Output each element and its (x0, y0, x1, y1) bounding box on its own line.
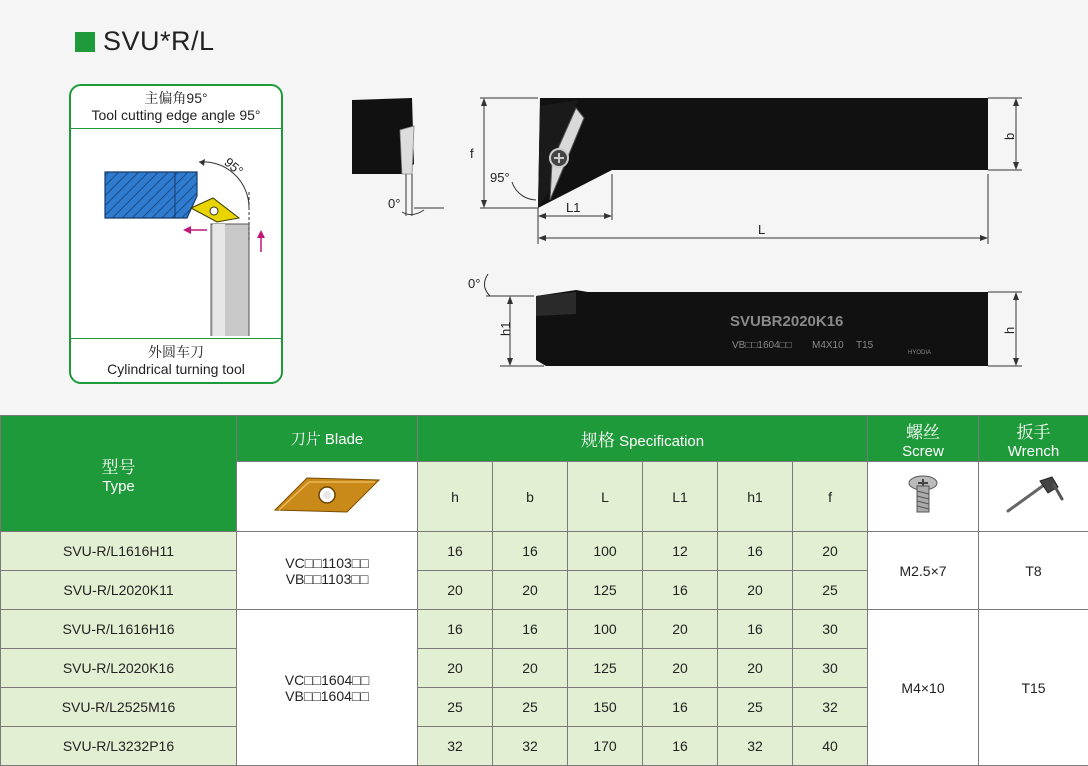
screw-header-cn: 螺丝 (906, 422, 941, 442)
title-square-icon (75, 32, 95, 52)
value-h: 20 (418, 649, 493, 688)
tool-drawing (340, 90, 1040, 390)
value-L1: 12 (643, 532, 718, 571)
screw-header-en: Screw (902, 442, 944, 460)
screw-cell: M4×10 (868, 610, 979, 766)
column-header-h: h (418, 462, 493, 532)
workpiece-icon (105, 172, 197, 218)
title-block (75, 26, 215, 57)
holder-marking-insert: VB□□1604□□ (732, 340, 792, 351)
cutting-angle-card (69, 84, 283, 384)
value-L: 150 (568, 688, 643, 727)
holder-marking-wrench: T15 (856, 340, 874, 351)
value-f: 30 (793, 649, 868, 688)
blade-code: VC□□1103□□ (285, 554, 369, 571)
side-view (468, 274, 1022, 366)
angle-card-footer (71, 344, 281, 378)
blade-code: VB□□1604□□ (285, 687, 369, 704)
table-row (1, 532, 1088, 571)
dim-L-label: L (758, 222, 766, 237)
blade-code: VB□□1103□□ (285, 570, 369, 587)
blade-cell (237, 532, 418, 610)
angle-card-header-cn: 主偏角95° (144, 90, 208, 106)
value-b: 32 (493, 727, 568, 766)
wrench-cell: T8 (979, 532, 1088, 610)
value-h: 16 (418, 532, 493, 571)
value-h: 32 (418, 727, 493, 766)
wrench-header-en: Wrench (1007, 442, 1060, 460)
value-f: 20 (793, 532, 868, 571)
angle-card-footer-en: Cylindrical turning tool (107, 361, 245, 377)
feed-arrow-left-icon (183, 226, 207, 234)
top-view (470, 98, 1022, 244)
blade-code: VC□□1604□□ (284, 671, 370, 688)
turning-diagram (71, 130, 281, 336)
column-header-h1: h1 (718, 462, 793, 532)
value-L: 100 (568, 532, 643, 571)
type-cell: SVU-R/L2020K16 (1, 649, 237, 688)
value-b: 25 (493, 688, 568, 727)
angle-value-label: 95° (221, 154, 247, 179)
wrench-icon (1002, 473, 1066, 517)
holder-marking: SVUBR2020K16 (730, 313, 844, 330)
holder-logo: HYODIA (908, 350, 932, 356)
end-view (352, 98, 444, 216)
value-L1: 16 (643, 688, 718, 727)
insert-icon (191, 198, 239, 222)
wrench-header-cn: 扳手 (1016, 422, 1051, 442)
dim-L1-label: L1 (566, 200, 581, 215)
value-b: 16 (493, 610, 568, 649)
insert-blade-icon (267, 470, 387, 520)
value-L1: 16 (643, 571, 718, 610)
divider (71, 338, 281, 339)
value-L1: 16 (643, 727, 718, 766)
dim-b-label: b (1002, 132, 1017, 140)
blade-image-cell (237, 462, 418, 532)
blade-cell (237, 610, 418, 766)
type-header-cn: 型号 (101, 457, 136, 477)
type-header (1, 416, 237, 532)
value-L: 170 (568, 727, 643, 766)
value-h: 25 (418, 688, 493, 727)
type-cell: SVU-R/L1616H11 (1, 532, 237, 571)
wrench-cell: T15 (979, 610, 1088, 766)
type-cell: SVU-R/L1616H16 (1, 610, 237, 649)
dim-h-label: h (1002, 326, 1017, 334)
value-h1: 20 (718, 649, 793, 688)
value-L1: 20 (643, 649, 718, 688)
spec-table (0, 415, 1088, 766)
blade-header: 刀片 Blade (237, 416, 418, 462)
spec-header (418, 416, 868, 462)
column-header-L1: L1 (643, 462, 718, 532)
value-f: 25 (793, 571, 868, 610)
value-b: 20 (493, 571, 568, 610)
column-header-b: b (493, 462, 568, 532)
value-h1: 16 (718, 532, 793, 571)
spec-header-cn: 规格 (580, 431, 615, 450)
screw-cell: M2.5×7 (868, 532, 979, 610)
value-f: 40 (793, 727, 868, 766)
screw-image-cell (868, 462, 979, 532)
type-header-en: Type (102, 477, 135, 495)
value-L: 125 (568, 649, 643, 688)
value-b: 16 (493, 532, 568, 571)
value-h1: 16 (718, 610, 793, 649)
dim-f-label: f (470, 146, 474, 161)
type-cell: SVU-R/L3232P16 (1, 727, 237, 766)
table-row (1, 610, 1088, 649)
value-b: 20 (493, 649, 568, 688)
angle-card-header (71, 90, 281, 124)
screw-header (868, 416, 979, 462)
value-L: 100 (568, 610, 643, 649)
value-f: 30 (793, 610, 868, 649)
value-L: 125 (568, 571, 643, 610)
angle-card-footer-cn: 外圆车刀 (148, 344, 204, 360)
value-h1: 20 (718, 571, 793, 610)
column-header-f: f (793, 462, 868, 532)
side-angle-label: 0° (468, 276, 481, 291)
value-f: 32 (793, 688, 868, 727)
page-title: SVU*R/L (103, 26, 215, 56)
wrench-image-cell (979, 462, 1088, 532)
value-h: 16 (418, 610, 493, 649)
holder-marking-screw: M4X10 (812, 340, 844, 351)
tool-holder-icon (211, 224, 249, 336)
spec-header-en: Specification (619, 433, 705, 450)
type-cell: SVU-R/L2020K11 (1, 571, 237, 610)
end-angle-label: 0° (388, 196, 401, 211)
angle-card-header-en: Tool cutting edge angle 95° (91, 107, 261, 123)
wrench-header (979, 416, 1088, 462)
value-h1: 32 (718, 727, 793, 766)
value-L1: 20 (643, 610, 718, 649)
value-h: 20 (418, 571, 493, 610)
column-header-L: L (568, 462, 643, 532)
feed-arrow-up-icon (257, 230, 265, 252)
approach-angle-label: 95° (490, 170, 510, 185)
screw-icon (903, 473, 943, 517)
divider (71, 128, 281, 129)
dim-h1-label: h1 (498, 321, 513, 336)
value-h1: 25 (718, 688, 793, 727)
type-cell: SVU-R/L2525M16 (1, 688, 237, 727)
